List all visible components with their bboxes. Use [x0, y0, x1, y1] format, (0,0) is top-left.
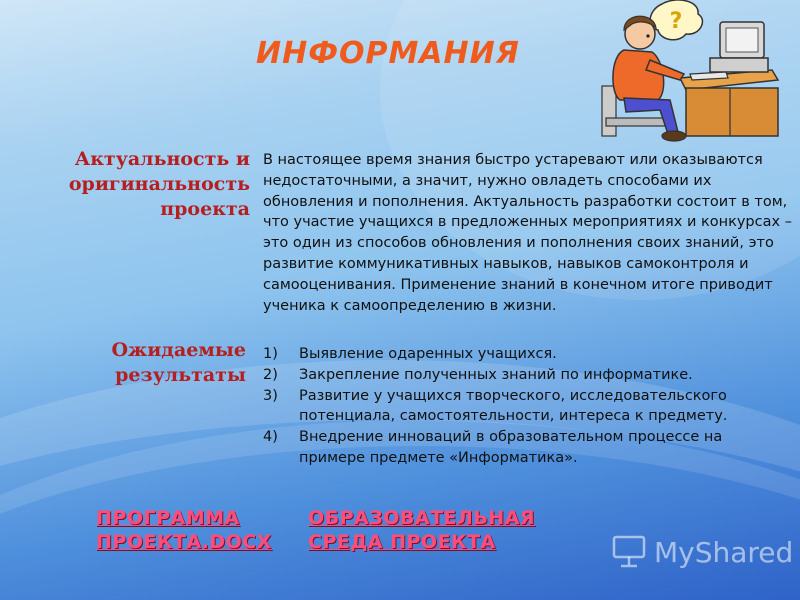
list-item-text: Закрепление полученных знаний по информатике.	[299, 366, 693, 383]
slide-title: ИНФОРМАНИЯ	[256, 36, 520, 71]
heading-expected-results: Ожидаемые результаты	[111, 339, 246, 386]
list-item-number: 1)	[263, 346, 278, 362]
educational-environment-link[interactable]: ОБРАЗОВАТЕЛЬНАЯ СРЕДА ПРОЕКТА	[308, 507, 536, 553]
list-item	[263, 344, 783, 365]
list-item-number: 4)	[263, 429, 278, 446]
list-item-text: Развитие у учащихся творческого, исследовательского потенциала, самостоятельности, интереса к предмету.	[299, 387, 728, 425]
heading-relevance: Актуальность и оригинальность проекта	[68, 148, 250, 220]
list-item-number: 3)	[263, 387, 278, 404]
list-item-text: Внедрение инноваций в образовательном процессе на примере предмете «Информатика».	[299, 429, 723, 466]
relevance-text: В настоящее время знания быстро устаревают или оказываются недостаточными, а значит, нужно овладеть способами их обновления и пополнения. Актуальность разработки состоит в том, что участие учащихся в предложенных мероприятиях и конкурсах – это один из способов обновления и пополнения своих знаний, это развитие коммуникативных навыков, навыков самоконтроля и самооценивания. Применение знаний в конечном итоге приводит ученика к самоопределению в жизни.	[263, 152, 792, 314]
list-item-text: Выявление одаренных учащихся.	[299, 346, 557, 362]
boy-at-computer-illustration	[580, 0, 800, 150]
list-item	[263, 427, 783, 469]
watermark-logo	[610, 533, 794, 573]
list-item	[263, 386, 783, 428]
list-item-number: 2)	[263, 366, 278, 383]
presentation-icon	[610, 533, 650, 569]
list-item	[263, 365, 783, 386]
program-document-link[interactable]: ПРОГРАММА ПРОЕКТА.DOCX	[96, 507, 272, 553]
watermark-text: MyShared	[654, 536, 794, 569]
question-mark-icon: ?	[669, 9, 683, 34]
results-list	[263, 344, 783, 469]
